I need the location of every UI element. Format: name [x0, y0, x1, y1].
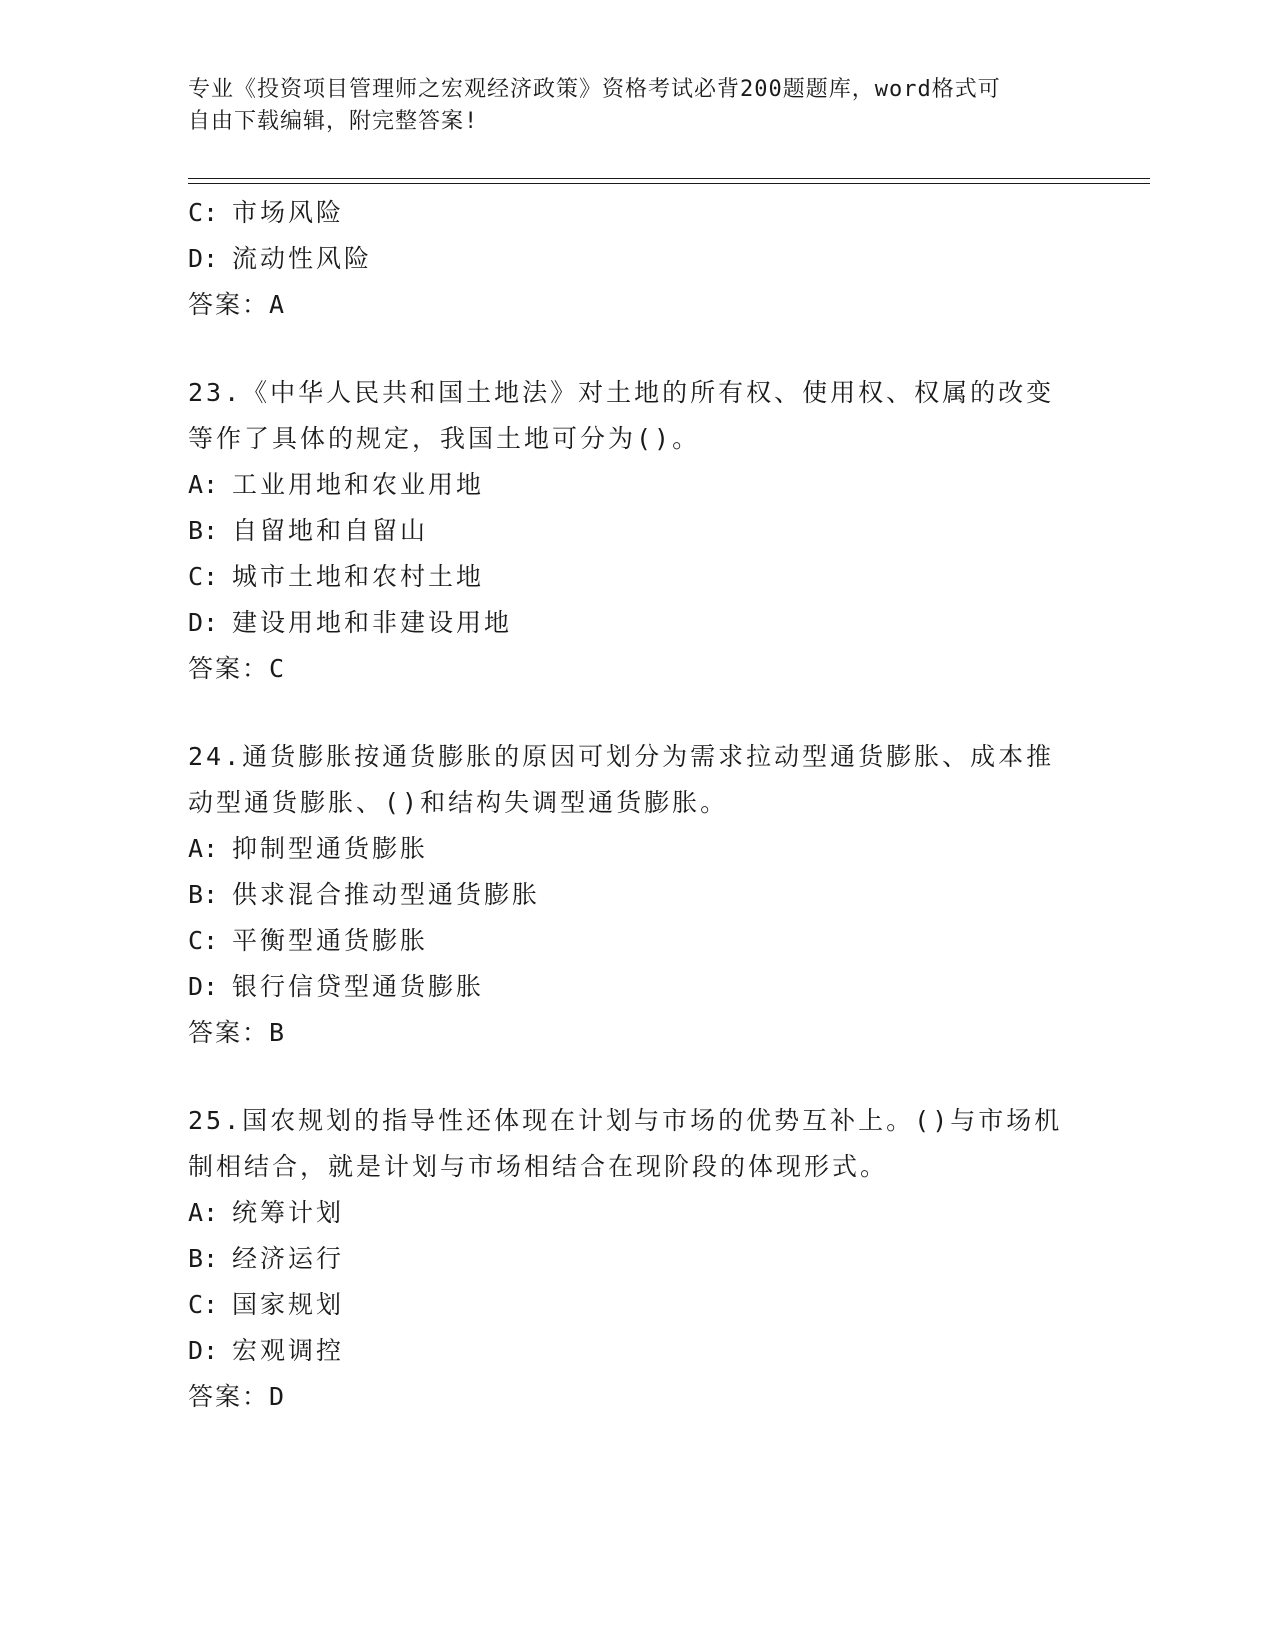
- option-letter: C:: [188, 562, 219, 591]
- option-letter: C:: [188, 198, 219, 227]
- header-line-2: 自由下载编辑，附完整答案!: [188, 109, 479, 134]
- option-letter: C:: [188, 926, 219, 955]
- question-stem-line: 24.通货膨胀按通货膨胀的原因可划分为需求拉动型通货膨胀、成本推: [188, 742, 1055, 771]
- option-row: [188, 918, 1088, 964]
- option-row: [188, 236, 1088, 282]
- option-row: [188, 462, 1088, 508]
- option-letter: D:: [188, 1336, 219, 1365]
- option-row: [188, 964, 1088, 1010]
- option-letter: B:: [188, 880, 219, 909]
- question-block-25: [188, 1098, 1088, 1420]
- answer-row: [188, 282, 1088, 328]
- option-letter: A:: [188, 834, 219, 863]
- question-stem-line: 动型通货膨胀、()和结构失调型通货膨胀。: [188, 788, 729, 817]
- option-text: 建设用地和非建设用地: [232, 608, 513, 637]
- option-text: 市场风险: [232, 198, 345, 227]
- option-text: 国家规划: [232, 1290, 345, 1319]
- spacer: [188, 1056, 1088, 1098]
- option-row: [188, 1236, 1088, 1282]
- option-letter: A:: [188, 470, 219, 499]
- answer-value: C: [269, 654, 288, 683]
- answer-label: 答案：: [188, 1382, 270, 1411]
- question-stem-line: 制相结合，就是计划与市场相结合在现阶段的体现形式。: [188, 1152, 889, 1181]
- option-row: [188, 1190, 1088, 1236]
- answer-row: [188, 646, 1088, 692]
- spacer: [188, 692, 1088, 734]
- option-row: [188, 554, 1088, 600]
- option-text: 银行信贷型通货膨胀: [232, 972, 485, 1001]
- spacer: [188, 328, 1088, 370]
- header-rule-top: [188, 178, 1150, 179]
- option-text: 宏观调控: [232, 1336, 345, 1365]
- option-letter: B:: [188, 1244, 219, 1273]
- answer-row: [188, 1374, 1088, 1420]
- option-text: 城市土地和农村土地: [232, 562, 485, 591]
- option-text: 供求混合推动型通货膨胀: [232, 880, 541, 909]
- option-text: 平衡型通货膨胀: [232, 926, 429, 955]
- header-rule-bottom: [188, 183, 1150, 184]
- option-text: 统筹计划: [232, 1198, 345, 1227]
- question-stem-line: 等作了具体的规定，我国土地可分为()。: [188, 424, 701, 453]
- answer-value: D: [269, 1382, 288, 1411]
- page-header: [188, 74, 1088, 138]
- option-row: [188, 872, 1088, 918]
- option-row: [188, 1282, 1088, 1328]
- answer-value: B: [269, 1018, 288, 1047]
- option-letter: D:: [188, 244, 219, 273]
- question-stem-line: 25.国农规划的指导性还体现在计划与市场的优势互补上。()与市场机: [188, 1106, 1063, 1135]
- option-row: [188, 826, 1088, 872]
- header-line-1: 专业《投资项目管理师之宏观经济政策》资格考试必背200题题库，word格式可: [188, 77, 1001, 102]
- answer-row: [188, 1010, 1088, 1056]
- option-letter: C:: [188, 1290, 219, 1319]
- option-text: 流动性风险: [232, 244, 373, 273]
- option-letter: B:: [188, 516, 219, 545]
- option-letter: D:: [188, 972, 219, 1001]
- answer-label: 答案：: [188, 654, 270, 683]
- option-row: [188, 600, 1088, 646]
- question-block-24: [188, 734, 1088, 1056]
- option-text: 工业用地和农业用地: [232, 470, 485, 499]
- question-stem-line: 23.《中华人民共和国土地法》对土地的所有权、使用权、权属的改变: [188, 378, 1055, 407]
- answer-label: 答案：: [188, 1018, 270, 1047]
- option-text: 自留地和自留山: [232, 516, 429, 545]
- option-row: [188, 508, 1088, 554]
- option-row: [188, 190, 1088, 236]
- option-text: 经济运行: [232, 1244, 345, 1273]
- question-block-23: [188, 370, 1088, 692]
- answer-value: A: [269, 290, 288, 319]
- option-text: 抑制型通货膨胀: [232, 834, 429, 863]
- option-letter: A:: [188, 1198, 219, 1227]
- answer-label: 答案：: [188, 290, 270, 319]
- question-continuation: [188, 190, 1088, 328]
- question-list: [188, 190, 1088, 1420]
- option-letter: D:: [188, 608, 219, 637]
- option-row: [188, 1328, 1088, 1374]
